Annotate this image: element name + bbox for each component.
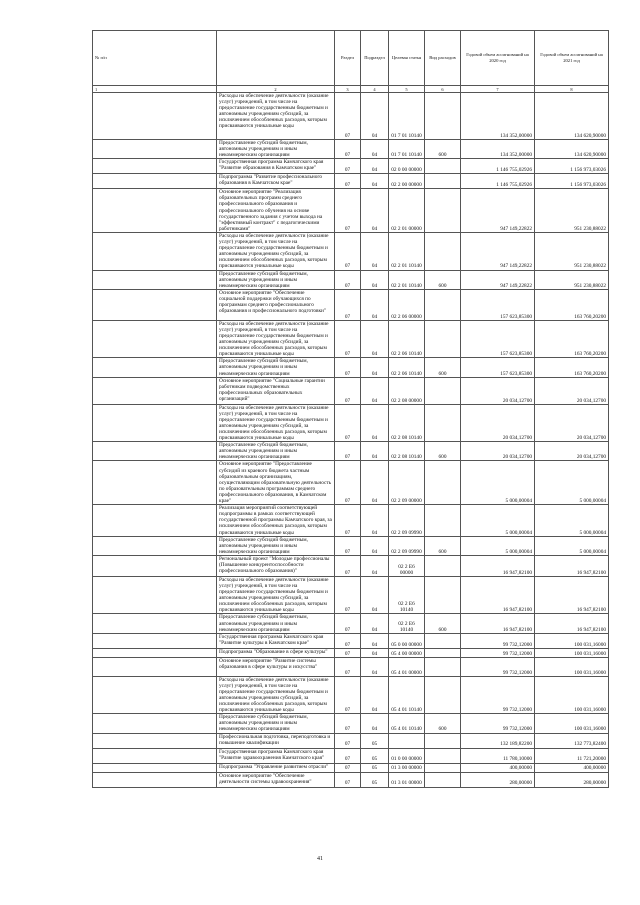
table-row: [93, 404, 609, 442]
row-amount-2020: 5 000,00004: [461, 505, 535, 536]
row-razdel: 07: [335, 505, 361, 536]
row-razdel: 07: [335, 555, 361, 576]
row-expense-type: [425, 377, 461, 404]
table-row: [93, 320, 609, 358]
row-number: [93, 576, 217, 614]
row-number: [93, 648, 217, 657]
row-expense-type: 600: [425, 614, 461, 633]
row-number: [93, 140, 217, 159]
row-expense-type: [425, 461, 461, 505]
row-amount-2021: 134 620,90000: [535, 93, 609, 140]
row-expense-type: [425, 189, 461, 233]
row-razdel: 07: [335, 189, 361, 233]
row-name: Предоставление субсидий бюджетным, автономным учреждениям и иным некоммерческим организациям: [217, 614, 335, 633]
row-razdel: 07: [335, 442, 361, 461]
row-expense-type: [425, 657, 461, 676]
row-number: [93, 461, 217, 505]
row-razdel: 07: [335, 404, 361, 442]
table-row: [93, 536, 609, 555]
row-target-article: 02 2 08 10140: [389, 404, 425, 442]
row-podrazdel: 04: [361, 614, 389, 633]
row-target-article: 05 0 00 00000: [389, 633, 425, 648]
row-razdel: 07: [335, 461, 361, 505]
row-target-article: 02 2 E6 10140: [389, 614, 425, 633]
row-amount-2020: 20 034,12700: [461, 442, 535, 461]
row-number: [93, 676, 217, 714]
col-number: 4: [361, 86, 389, 93]
row-podrazdel: 04: [361, 633, 389, 648]
header-2021: Годовой объем ассигнований на 2021 год: [535, 31, 609, 86]
row-amount-2021: 5 000,00004: [535, 461, 609, 505]
row-amount-2021: 163 760,20200: [535, 358, 609, 377]
row-podrazdel: 04: [361, 442, 389, 461]
row-razdel: 07: [335, 358, 361, 377]
row-podrazdel: 04: [361, 461, 389, 505]
row-podrazdel: 05: [361, 748, 389, 763]
row-amount-2021: 951 230,88022: [535, 270, 609, 289]
row-name: Профессиональная подготовка, переподготовка и повышение квалификации: [217, 733, 335, 748]
row-razdel: 07: [335, 733, 361, 748]
row-amount-2020: 157 623,85300: [461, 289, 535, 320]
row-number: [93, 404, 217, 442]
row-target-article: 02 2 01 10140: [389, 232, 425, 270]
row-amount-2021: 1 156 973,03026: [535, 174, 609, 189]
row-target-article: 05 4 00 00000: [389, 648, 425, 657]
row-expense-type: [425, 648, 461, 657]
row-podrazdel: 04: [361, 505, 389, 536]
row-amount-2021: 163 760,20200: [535, 289, 609, 320]
row-name: Расходы на обеспечение деятельности (оказание услуг) учреждений, в том числе на предоставление государственным бюджетным и автономным учреждениям субсидий, за исключением обособленных расходов, которым присваиваются уникальные коды: [217, 93, 335, 140]
row-razdel: 07: [335, 270, 361, 289]
row-amount-2021: 11 721,20000: [535, 748, 609, 763]
row-razdel: 07: [335, 772, 361, 787]
row-amount-2021: 100 031,16000: [535, 714, 609, 733]
row-name: Основное мероприятие "Предоставление субсидий из краевого бюджета частным образовательным организациям, осуществляющим образовательную деятельность по образовательным программам среднего профессионального образования, в Камчатском крае": [217, 461, 335, 505]
row-razdel: 07: [335, 536, 361, 555]
row-target-article: 02 2 09 00000: [389, 461, 425, 505]
row-amount-2021: 400,00000: [535, 763, 609, 772]
row-number: [93, 657, 217, 676]
col-number: 2: [217, 86, 335, 93]
row-name: Региональный проект "Молодые профессионалы (Повышение конкурентоспособности профессионального образования)": [217, 555, 335, 576]
row-expense-type: [425, 772, 461, 787]
row-amount-2020: 400,00000: [461, 763, 535, 772]
row-name: Расходы на обеспечение деятельности (оказание услуг) учреждений, в том числе на предоставление государственным бюджетным и автономным учреждениям субсидий, за исключением обособленных расходов, которым присваиваются уникальные коды: [217, 404, 335, 442]
row-name: Предоставление субсидий бюджетным, автономным учреждениям и иным некоммерческим организациям: [217, 140, 335, 159]
row-expense-type: [425, 633, 461, 648]
row-amount-2021: 1 156 973,03026: [535, 159, 609, 174]
row-number: [93, 232, 217, 270]
row-amount-2021: 16 947,82100: [535, 614, 609, 633]
row-podrazdel: 04: [361, 657, 389, 676]
table-row: [93, 358, 609, 377]
row-expense-type: [425, 676, 461, 714]
row-name: Подпрограмма "Управление развитием отрасли": [217, 763, 335, 772]
row-target-article: 02 2 01 10140: [389, 270, 425, 289]
row-amount-2020: 16 947,82100: [461, 614, 535, 633]
row-target-article: 01 3 00 00000: [389, 763, 425, 772]
header-razdel: Раздел: [335, 31, 361, 86]
row-expense-type: [425, 289, 461, 320]
row-razdel: 07: [335, 648, 361, 657]
row-target-article: 02 2 01 00000: [389, 189, 425, 233]
row-number: [93, 714, 217, 733]
row-amount-2021: 20 034,12700: [535, 404, 609, 442]
row-target-article: 02 2 08 00000: [389, 377, 425, 404]
row-podrazdel: 04: [361, 576, 389, 614]
row-amount-2021: 100 031,16000: [535, 648, 609, 657]
row-podrazdel: 04: [361, 358, 389, 377]
row-amount-2020: 20 034,12700: [461, 377, 535, 404]
row-podrazdel: 04: [361, 555, 389, 576]
table-row: [93, 159, 609, 174]
row-name: Основное мероприятие "Обеспечение деятельности системы здравоохранения": [217, 772, 335, 787]
row-target-article: 02 0 00 00000: [389, 159, 425, 174]
row-amount-2020: 99 732,12000: [461, 676, 535, 714]
row-target-article: 01 0 00 00000: [389, 748, 425, 763]
header-target: Целевая статья: [389, 31, 425, 86]
row-amount-2020: 99 732,12000: [461, 648, 535, 657]
row-number: [93, 772, 217, 787]
table-row: [93, 289, 609, 320]
row-amount-2020: 947 149,22822: [461, 189, 535, 233]
row-name: Предоставление субсидий бюджетным, автономным учреждениям и иным некоммерческим организациям: [217, 270, 335, 289]
row-target-article: 01 3 01 00000: [389, 772, 425, 787]
row-target-article: 02 2 09 09990: [389, 505, 425, 536]
table-row: [93, 772, 609, 787]
row-amount-2020: 157 623,85300: [461, 320, 535, 358]
row-name: Реализация мероприятий соответствующей подпрограммы в рамках соответствующей государственной программы Камчатского края, за исключением обособленных расходов, которым присваиваются уникальные коды: [217, 505, 335, 536]
row-amount-2021: 20 034,12700: [535, 442, 609, 461]
row-expense-type: [425, 232, 461, 270]
row-razdel: 07: [335, 159, 361, 174]
row-podrazdel: 04: [361, 159, 389, 174]
row-amount-2021: 5 000,00004: [535, 505, 609, 536]
row-podrazdel: 04: [361, 174, 389, 189]
row-name: Основное мероприятие "Обеспечение социальной поддержки обучающихся по программам среднего профессионального образования и профессионального подготовки": [217, 289, 335, 320]
row-amount-2020: 132 189,82200: [461, 733, 535, 748]
row-amount-2021: 100 031,16000: [535, 633, 609, 648]
table-row: [93, 270, 609, 289]
row-amount-2020: 20 034,12700: [461, 404, 535, 442]
row-expense-type: [425, 320, 461, 358]
table-row: [93, 576, 609, 614]
header-2020: Годовой объем ассигнований на 2020 год: [461, 31, 535, 86]
row-number: [93, 270, 217, 289]
row-number: [93, 189, 217, 233]
row-razdel: 07: [335, 289, 361, 320]
row-razdel: 07: [335, 676, 361, 714]
row-expense-type: 600: [425, 358, 461, 377]
row-number: [93, 358, 217, 377]
row-amount-2021: 951 230,88022: [535, 189, 609, 233]
col-number: 8: [535, 86, 609, 93]
row-number: [93, 377, 217, 404]
row-target-article: 05 4 01 00000: [389, 657, 425, 676]
row-amount-2020: 947 149,22822: [461, 270, 535, 289]
row-expense-type: [425, 505, 461, 536]
row-target-article: [389, 733, 425, 748]
row-expense-type: [425, 763, 461, 772]
row-name: Основное мероприятие "Реализация образовательных программ среднего профессионального образования и профессионального обучения на основе государственного задания с учетом выхода на "эффективный контракт" с педагогическими работниками": [217, 189, 335, 233]
row-amount-2020: 947 149,22822: [461, 232, 535, 270]
table-row: [93, 189, 609, 233]
row-number: [93, 289, 217, 320]
row-number: [93, 174, 217, 189]
table-row: [93, 442, 609, 461]
budget-table: [92, 30, 609, 788]
header-podrazdel: Подраздел: [361, 31, 389, 86]
row-podrazdel: 04: [361, 676, 389, 714]
row-number: [93, 763, 217, 772]
row-name: Основное мероприятие "Социальные гарантии работникам подведомственных профессиональных образовательных организаций": [217, 377, 335, 404]
row-expense-type: [425, 93, 461, 140]
table-row: [93, 232, 609, 270]
row-number: [93, 93, 217, 140]
row-number: [93, 633, 217, 648]
row-name: Предоставление субсидий бюджетным, автономным учреждениям и иным некоммерческим организациям: [217, 714, 335, 733]
column-numbering-row: [93, 86, 609, 93]
table-row: [93, 657, 609, 676]
row-razdel: 07: [335, 748, 361, 763]
table-row: [93, 555, 609, 576]
row-razdel: 07: [335, 576, 361, 614]
row-amount-2020: 280,00000: [461, 772, 535, 787]
row-podrazdel: 04: [361, 320, 389, 358]
table-row: [93, 763, 609, 772]
row-target-article: 02 2 E6 10140: [389, 576, 425, 614]
row-number: [93, 748, 217, 763]
table-body: [93, 86, 609, 788]
row-amount-2020: 5 000,00004: [461, 536, 535, 555]
row-name: Основное мероприятие "Развитие системы образования в сфере культуры и искусства": [217, 657, 335, 676]
row-amount-2021: 16 947,82100: [535, 576, 609, 614]
row-name: Расходы на обеспечение деятельности (оказание услуг) учреждений, в том числе на предоставление государственным бюджетным и автономным учреждениям субсидий, за исключением обособленных расходов, которым присваиваются уникальные коды: [217, 676, 335, 714]
row-name: Государственная программа Камчатского края "Развитие образования в Камчатском крае": [217, 159, 335, 174]
row-amount-2020: 157 623,85300: [461, 358, 535, 377]
row-podrazdel: 04: [361, 289, 389, 320]
table-row: [93, 733, 609, 748]
row-amount-2020: 16 947,82100: [461, 555, 535, 576]
row-name: Расходы на обеспечение деятельности (оказание услуг) учреждений, в том числе на предоставление государственным бюджетным и автономным учреждениям субсидий, за исключением обособленных расходов, которым присваиваются уникальные коды: [217, 320, 335, 358]
row-number: [93, 614, 217, 633]
row-amount-2021: 100 031,16000: [535, 657, 609, 676]
row-amount-2020: 99 732,12000: [461, 657, 535, 676]
row-name: Государственная программа Камчатского края "Развитие здравоохранения Камчатского края": [217, 748, 335, 763]
row-expense-type: 600: [425, 270, 461, 289]
row-amount-2021: 16 947,82100: [535, 555, 609, 576]
row-podrazdel: 05: [361, 763, 389, 772]
row-target-article: 02 2 00 00000: [389, 174, 425, 189]
col-number: 5: [389, 86, 425, 93]
row-expense-type: [425, 174, 461, 189]
row-razdel: 07: [335, 763, 361, 772]
row-podrazdel: 04: [361, 270, 389, 289]
row-target-article: 05 4 01 10140: [389, 676, 425, 714]
row-name: Предоставление субсидий бюджетным, автономным учреждениям и иным некоммерческим организациям: [217, 536, 335, 555]
row-amount-2021: 951 230,88022: [535, 232, 609, 270]
row-podrazdel: 05: [361, 733, 389, 748]
row-amount-2021: 100 031,16000: [535, 676, 609, 714]
row-amount-2021: 132 773,82400: [535, 733, 609, 748]
table-header-row: [93, 31, 609, 86]
row-podrazdel: 04: [361, 648, 389, 657]
row-razdel: 07: [335, 232, 361, 270]
col-number: 1: [93, 86, 217, 93]
row-podrazdel: 04: [361, 404, 389, 442]
row-razdel: 07: [335, 174, 361, 189]
row-razdel: 07: [335, 657, 361, 676]
row-podrazdel: 04: [361, 189, 389, 233]
row-expense-type: [425, 576, 461, 614]
row-razdel: 07: [335, 93, 361, 140]
row-expense-type: [425, 159, 461, 174]
header-vid: Вид расходов: [425, 31, 461, 86]
row-razdel: 07: [335, 714, 361, 733]
row-razdel: 07: [335, 614, 361, 633]
row-number: [93, 320, 217, 358]
table-row: [93, 648, 609, 657]
row-name: Подпрограмма "Образование в сфере культуры": [217, 648, 335, 657]
table-row: [93, 714, 609, 733]
header-num: № п/п: [93, 31, 217, 86]
table-row: [93, 93, 609, 140]
row-expense-type: 600: [425, 714, 461, 733]
row-target-article: 01 7 01 10140: [389, 140, 425, 159]
row-target-article: 02 2 E6 00000: [389, 555, 425, 576]
table-row: [93, 174, 609, 189]
row-expense-type: 600: [425, 536, 461, 555]
row-amount-2020: 134 352,00000: [461, 140, 535, 159]
row-target-article: 05 4 01 10140: [389, 714, 425, 733]
row-amount-2021: 134 620,90000: [535, 140, 609, 159]
row-expense-type: [425, 748, 461, 763]
row-razdel: 07: [335, 140, 361, 159]
row-amount-2020: 11 780,10000: [461, 748, 535, 763]
row-target-article: 01 7 01 10140: [389, 93, 425, 140]
row-target-article: 02 2 06 00000: [389, 289, 425, 320]
row-name: Предоставление субсидий бюджетным, автономным учреждениям и иным некоммерческим организациям: [217, 442, 335, 461]
budget-table-container: [92, 30, 608, 788]
col-number: 3: [335, 86, 361, 93]
table-row: [93, 505, 609, 536]
row-razdel: 07: [335, 377, 361, 404]
row-number: [93, 555, 217, 576]
row-podrazdel: 04: [361, 140, 389, 159]
row-name: Расходы на обеспечение деятельности (оказание услуг) учреждений, в том числе на предоставление государственным бюджетным и автономным учреждениям субсидий, за исключением обособленных расходов, которым присваиваются уникальные коды: [217, 232, 335, 270]
row-amount-2021: 163 760,20200: [535, 320, 609, 358]
row-razdel: 07: [335, 633, 361, 648]
header-name: [217, 31, 335, 86]
row-podrazdel: 04: [361, 93, 389, 140]
col-number: 7: [461, 86, 535, 93]
row-amount-2021: 280,00000: [535, 772, 609, 787]
row-amount-2020: 16 947,82100: [461, 576, 535, 614]
row-amount-2021: 20 034,12700: [535, 377, 609, 404]
row-name: Государственная программа Камчатского края "Развитие культуры в Камчатском крае": [217, 633, 335, 648]
row-target-article: 02 2 09 09990: [389, 536, 425, 555]
row-number: [93, 442, 217, 461]
row-name: Расходы на обеспечение деятельности (оказание услуг) учреждений, в том числе на предоставление государственным бюджетным и автономным учреждениям субсидий, за исключением обособленных расходов, которым присваиваются уникальные коды: [217, 576, 335, 614]
row-podrazdel: 04: [361, 377, 389, 404]
table-row: [93, 676, 609, 714]
row-amount-2020: 99 732,12000: [461, 633, 535, 648]
table-row: [93, 461, 609, 505]
row-target-article: 02 2 06 10140: [389, 320, 425, 358]
table-row: [93, 748, 609, 763]
row-amount-2020: 99 732,12000: [461, 714, 535, 733]
row-expense-type: [425, 404, 461, 442]
row-expense-type: 600: [425, 442, 461, 461]
row-expense-type: [425, 555, 461, 576]
page-number: 41: [317, 856, 323, 862]
row-amount-2020: 1 146 755,02926: [461, 174, 535, 189]
row-expense-type: [425, 733, 461, 748]
row-podrazdel: 04: [361, 232, 389, 270]
row-expense-type: 600: [425, 140, 461, 159]
row-target-article: 02 2 06 10140: [389, 358, 425, 377]
row-name: Подпрограмма "Развитие профессионального образования в Камчатском крае": [217, 174, 335, 189]
table-row: [93, 377, 609, 404]
row-amount-2020: 1 146 755,02926: [461, 159, 535, 174]
row-podrazdel: 04: [361, 714, 389, 733]
row-amount-2020: 134 352,00000: [461, 93, 535, 140]
row-number: [93, 159, 217, 174]
row-podrazdel: 05: [361, 772, 389, 787]
row-amount-2021: 5 000,00004: [535, 536, 609, 555]
row-amount-2020: 5 000,00004: [461, 461, 535, 505]
col-number: 6: [425, 86, 461, 93]
table-row: [93, 614, 609, 633]
table-row: [93, 140, 609, 159]
row-podrazdel: 04: [361, 536, 389, 555]
row-target-article: 02 2 08 10140: [389, 442, 425, 461]
table-row: [93, 633, 609, 648]
row-number: [93, 536, 217, 555]
row-number: [93, 505, 217, 536]
row-number: [93, 733, 217, 748]
row-name: Предоставление субсидий бюджетным, автономным учреждениям и иным некоммерческим организациям: [217, 358, 335, 377]
row-razdel: 07: [335, 320, 361, 358]
